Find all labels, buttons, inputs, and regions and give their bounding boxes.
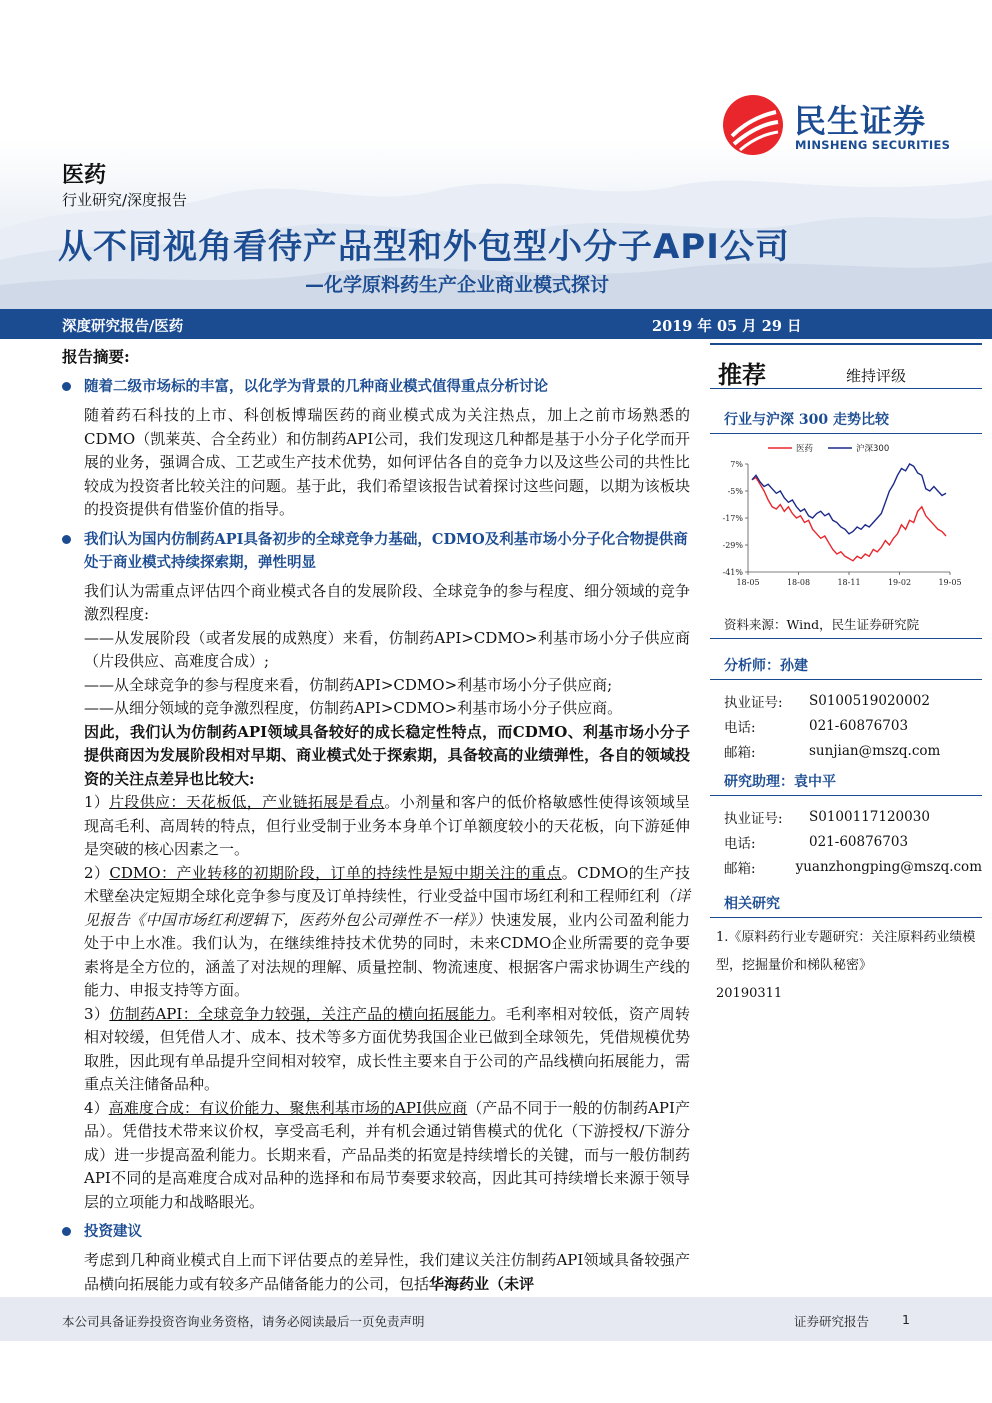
rating-box: [710, 345, 982, 389]
y-tick-label: -17%: [722, 514, 743, 523]
report-title: 从不同视角看待产品型和外包型小分子API公司: [58, 227, 790, 267]
report-info-bar: [0, 309, 992, 339]
chart-source: 资料来源：Wind，民生证券研究院: [710, 609, 982, 639]
brand-name-en: MINSHENG SECURITIES: [795, 138, 951, 152]
chart-heading: 行业与沪深 300 走势比较: [710, 403, 982, 434]
abstract-column: [62, 345, 690, 1296]
x-tick-label: 19-02: [887, 578, 912, 587]
page-footer: [0, 1297, 992, 1341]
y-tick-label: 7%: [730, 460, 743, 469]
bullet-heading-2: 我们认为国内仿制药API具备初步的全球竞争力基础，CDMO及利基市场小分子化合物提供商处于商业模式持续探索期，弹性明显: [62, 528, 690, 574]
paragraph: 我们认为需重点评估四个商业模式各自的发展阶段、全球竞争的参与程度、细分领域的竞争激烈程度:: [84, 581, 690, 623]
footer-disclaimer: 本公司具备证券投资咨询业务资格，请务必阅读最后一页免责声明: [62, 1314, 425, 1329]
x-tick-label: 18-11: [837, 578, 861, 587]
related-heading: 相关研究: [710, 887, 982, 918]
analyst-heading: 分析师：孙建: [710, 649, 982, 680]
series-line: [752, 478, 946, 561]
report-type: 行业研究/深度报告: [62, 191, 188, 209]
bullet-text-3: 考虑到几种商业模式自上而下评估要点的差异性，我们建议关注仿制药API领域具备较强产品横向拓展能力或有较多产品储备能力的公司，包括华海药业（未评: [84, 1251, 690, 1293]
rating-status: 维持评级: [846, 367, 907, 385]
y-tick-label: -41%: [722, 568, 743, 577]
point-4: 4）高难度合成：有议价能力、聚焦利基市场的API供应商（产品不同于一般的仿制药API产品）。凭借技术带来议价权，享受高毛利，并有机会通过销售模式的优化（下游授权/下游分成）进一步提高盈利能力。长期来看，产品品类的拓宽是持续增长的关键，而与一般仿制药API不同的是高难度合成对品种的选择和布局节奏要求较高，因此其可持续增长来源于领导层的立项能力和战略眼光。: [84, 1098, 690, 1211]
point-2: 2）CDMO：产业转移的初期阶段，订单的持续性是短中期关注的重点。CDMO的生产技术壁垒决定短期全球化竞争参与度及订单持续性，行业受益中国市场红利和工程师红利（详见报告《中国市场红利逻辑下，医药外包公司弹性不一样》）快速发展，业内公司盈利能力处于中上水准。我们认为，在继续维持技术优势的同时，未来CDMO企业所需要的竞争要素将是全方位的，涵盖了对法规的理解、质量控制、物流速度、根据客户需求协调生产线的能力、申报支持等方面。: [84, 863, 690, 999]
report-date: 2019 年 05 月 29 日: [652, 318, 802, 335]
legend-label: 沪深300: [856, 444, 890, 454]
y-tick-label: -29%: [722, 541, 743, 550]
paragraph: ——从全球竞争的参与程度来看，仿制药API>CDMO>利基市场小分子供应商;: [84, 675, 613, 694]
y-tick-label: -5%: [727, 487, 743, 496]
point-1: 1）片段供应：天花板低，产业链拓展是看点。小剂量和客户的低价格敏感性使得该领域呈现高毛利、高周转的特点，但行业受制于业务本身单个订单额度较小的天花板，向下游延伸是突破的核心因素之一。: [84, 793, 690, 858]
rating-value: 推荐: [718, 361, 766, 389]
report-subtitle: —化学原料药生产企业商业模式探讨: [305, 274, 610, 296]
series-line: [752, 464, 946, 534]
assistant-phone: 电话: 021-60876703: [724, 833, 909, 852]
x-tick-label: 18-08: [786, 578, 811, 587]
assistant-heading: 研究助理：袁中平: [710, 765, 982, 796]
paragraph: ——从发展阶段（或者发展的成熟度）来看，仿制药API>CDMO>利基市场小分子供应商（片段供应、高难度合成）;: [84, 628, 690, 670]
report-category: 深度研究报告/医药: [62, 318, 184, 335]
sector-label: 医药: [62, 163, 107, 188]
bullet-heading-1: 随着二级市场标的丰富，以化学为背景的几种商业模式值得重点分析讨论: [62, 375, 690, 398]
x-tick-label: 19-05: [938, 578, 962, 587]
analyst-email[interactable]: 邮箱: sunjian@mszq.com: [724, 742, 941, 761]
page-number: 1: [902, 1312, 910, 1327]
conclusion-paragraph: 因此，我们认为仿制药API领域具备较好的成长稳定性特点，而CDMO、利基市场小分子提供商因为发展阶段相对早期、商业模式处于探索期，具备较高的业绩弹性，各自的领域投资的关注点差异也比较大:: [84, 722, 690, 788]
assistant-email[interactable]: 邮箱: yuanzhongping@mszq.com: [724, 858, 982, 877]
footer-label: 证券研究报告: [794, 1314, 870, 1329]
paragraph: ——从细分领域的竞争激烈程度，仿制药API>CDMO>利基市场小分子供应商。: [84, 699, 623, 717]
brand-logo: [722, 94, 982, 156]
abstract-heading: 报告摘要:: [62, 347, 130, 366]
trend-chart-svg: [710, 434, 982, 609]
logo-icon: [722, 94, 784, 156]
related-item[interactable]: 1.《原料药行业专题研究：关注原料药业绩模型，挖掘量价和梯队秘密》 20190311: [716, 930, 976, 1001]
brand-name-cn: 民生证券: [794, 102, 927, 140]
trend-chart: [710, 434, 982, 609]
bullet-text-1: 随着药石科技的上市、科创板博瑞医药的商业模式成为关注热点，加上之前市场熟悉的CDMO（凯莱英、合全药业）和仿制药API公司，我们发现这几种都是基于小分子化学而开展的业务，强调合成、工艺或生产技术优势，如何评估各自的竞争力以及这些公司的共性比较成为投资者比较关注的问题。基于此，我们希望该报告试着探讨这些问题，以期为该板块的投资提供有借鉴价值的指导。: [84, 406, 690, 518]
analyst-license: 执业证号: S0100519020002: [724, 692, 930, 711]
bullet-heading-3: 投资建议: [62, 1220, 690, 1243]
analyst-phone: 电话: 021-60876703: [724, 717, 909, 736]
sidebar: [710, 345, 982, 1008]
assistant-license: 执业证号: S0100117120030: [724, 808, 930, 827]
point-3: 3）仿制药API：全球竞争力较强，关注产品的横向拓展能力。毛利率相对较低，资产周转相对较缓，但凭借人才、成本、技术等多方面优势我国企业已做到全球领先，凭借规模优势取胜，因此现有单品提升空间相对较窄，成长性主要来自于公司的产品线横向拓展能力，需重点关注储备品种。: [84, 1004, 690, 1093]
header-banner: [0, 0, 992, 310]
x-tick-label: 18-05: [736, 578, 760, 587]
legend-label: 医药: [796, 444, 814, 454]
